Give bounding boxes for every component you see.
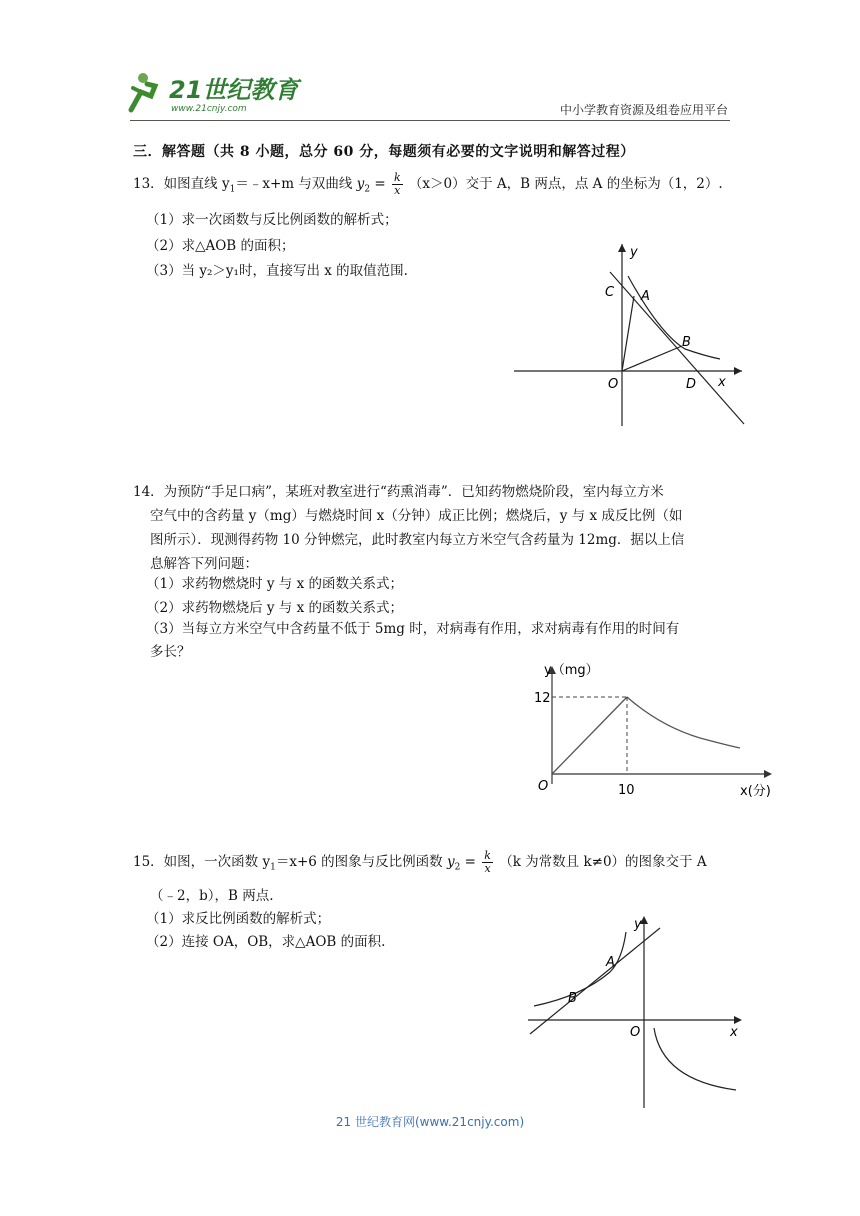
- fraction-k-over-x: $\frac{k}{x}$: [484, 849, 491, 875]
- logo-text: 21世纪教育: [169, 76, 299, 104]
- hyperbola-branch-right: [654, 1028, 736, 1090]
- segment-OB: [622, 346, 682, 371]
- q15-stem-cont: （﹣2，b），B 两点.: [150, 888, 274, 904]
- label-x: x: [730, 1025, 738, 1040]
- label-B: B: [682, 335, 691, 350]
- q14-part1: （1）求药物燃烧时 y 与 x 的函数关系式；: [146, 576, 403, 592]
- tick-12: 12: [534, 691, 551, 706]
- q14-line4: 息解答下列问题：: [150, 556, 258, 572]
- q13-part1: （1）求一次函数与反比例函数的解析式；: [146, 212, 398, 228]
- label-y: y: [634, 917, 642, 932]
- q13-stem: 13．如图直线 $y_1=﹣x+m$ 与双曲线 $y_2$ = $\frac{k}{x}$ （x＞0）交于 A，B 两点，点 A 的坐标为（1，2）.: [133, 171, 723, 197]
- q15-part1: （1）求反比例函数的解析式；: [146, 911, 331, 927]
- q14-line2: 空气中的含药量 y（mg）与燃烧时间 x（分钟）成正比例；燃烧后，y 与 x 成反比例（如: [150, 508, 683, 524]
- label-C: C: [605, 285, 615, 300]
- q13-figure: [510, 238, 750, 430]
- burning-segment: [552, 697, 627, 774]
- fraction-k-over-x: $\frac{k}{x}$: [393, 171, 401, 197]
- label-B: B: [568, 991, 577, 1006]
- footer: 21 世纪教育网(www.21cnjy.com): [335, 1115, 525, 1129]
- segment-OA: [622, 296, 634, 371]
- q15-stem: 15．如图，一次函数 $y_1=x+6$ 的图象与反比例函数 $y_2$ = $\frac{k}{x}$ （k 为常数且 k≠0）的图象交于 A: [133, 849, 707, 875]
- q14-part3: （3）当每立方米空气中含药量不低于 5mg 时，对病毒有作用，求对病毒有作用的时间有: [146, 621, 680, 637]
- label-O: O: [608, 377, 619, 392]
- q14-figure: [530, 656, 790, 806]
- platform-name: 中小学教育资源及组卷应用平台: [559, 103, 728, 117]
- line-y1: [530, 928, 660, 1034]
- label-A: A: [641, 289, 650, 304]
- label-O: O: [538, 779, 549, 794]
- label-y: y: [630, 245, 638, 260]
- ylabel: y（mg）: [544, 663, 599, 678]
- tick-10: 10: [618, 783, 635, 798]
- xlabel: x(分): [740, 784, 771, 799]
- header-divider: [130, 120, 730, 121]
- site-logo: [125, 70, 305, 114]
- q15-part2: （2）连接 OA，OB，求△AOB 的面积.: [146, 934, 386, 950]
- q13-part2: （2）求△AOB 的面积；: [146, 238, 295, 254]
- label-O: O: [630, 1025, 641, 1040]
- label-D: D: [686, 377, 697, 392]
- q13-part3: （3）当 y₂＞y₁时，直接写出 x 的取值范围.: [146, 263, 408, 279]
- decay-curve: [627, 697, 740, 748]
- label-A: A: [606, 955, 615, 970]
- q15-figure: [522, 910, 752, 1110]
- runner-icon: [131, 73, 155, 110]
- logo-url: www.21cnjy.com: [171, 104, 247, 114]
- q14-part2: （2）求药物燃烧后 y 与 x 的函数关系式；: [146, 600, 403, 616]
- label-x: x: [718, 375, 726, 390]
- q14-line3: 图所示）．现测得药物 10 分钟燃完，此时教室内每立方米空气含药量为 12mg．据以上信: [150, 532, 685, 548]
- q14-line1: 14．为预防“手足口病”，某班对教室进行“药熏消毒”．已知药物燃烧阶段，室内每立方米: [133, 484, 664, 500]
- section-title: 三．解答题（共 8 小题，总分 60 分，每题须有必要的文字说明和解答过程）: [133, 144, 635, 160]
- q14-part3-cont: 多长？: [150, 644, 191, 660]
